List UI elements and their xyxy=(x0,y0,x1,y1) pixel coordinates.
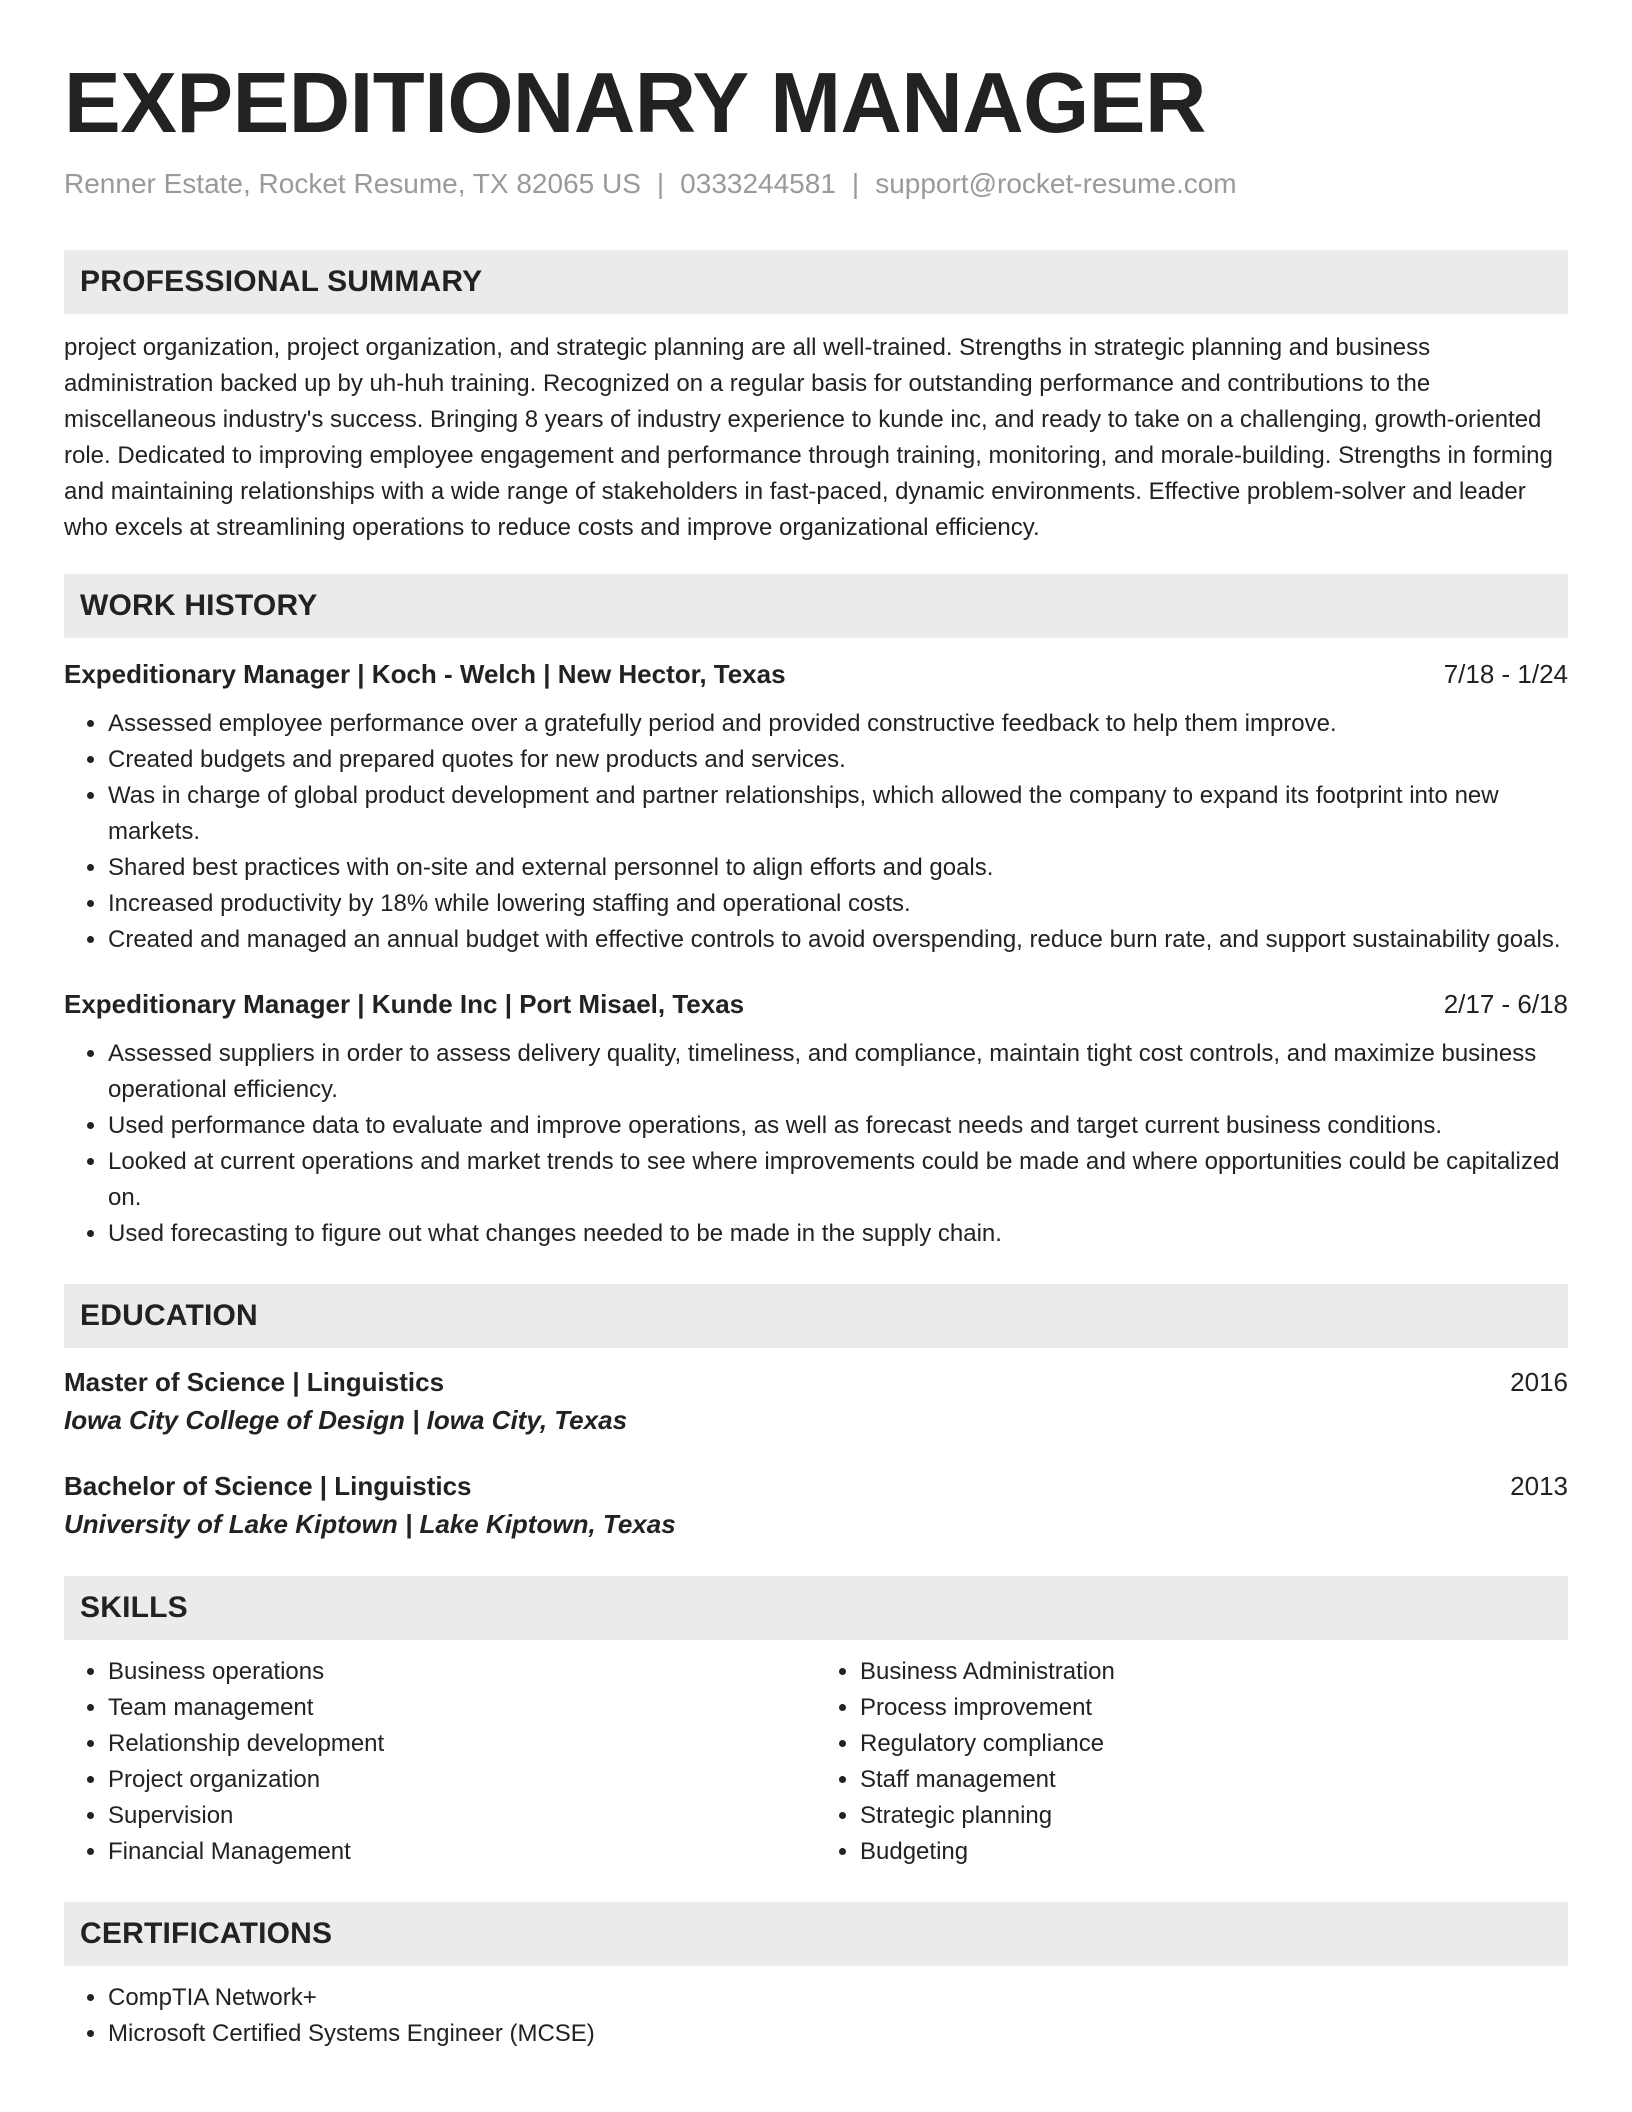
job-dates: 2/17 - 6/18 xyxy=(1443,989,1568,1019)
job-entry xyxy=(64,656,1568,958)
skill-item: • Business operations xyxy=(108,1654,816,1690)
degree: Master of Science | Linguistics xyxy=(64,1367,445,1397)
degree: Bachelor of Science | Linguistics xyxy=(64,1471,472,1501)
section-header-skills xyxy=(64,1576,1568,1640)
certifications-list xyxy=(64,1980,1568,2052)
graduation-year: 2013 xyxy=(1510,1471,1568,1501)
education-entry xyxy=(64,1468,1568,1544)
section-header-summary xyxy=(64,250,1568,314)
skill-item: • Regulatory compliance xyxy=(860,1726,1568,1762)
section-header-certifications xyxy=(64,1902,1568,1966)
skills-list xyxy=(64,1654,1568,1870)
certification-item: • CompTIA Network+ xyxy=(108,1980,1568,2016)
job-entry xyxy=(64,986,1568,1252)
job-header xyxy=(64,986,1568,1022)
school: University of Lake Kiptown | Lake Kiptown, Texas xyxy=(64,1509,676,1539)
skill-item: • Strategic planning xyxy=(860,1798,1568,1834)
job-bullet: • Increased productivity by 18% while lowering staffing and operational costs. xyxy=(108,886,1568,922)
job-title: Expeditionary Manager | Koch - Welch | New Hector, Texas xyxy=(64,659,786,689)
job-dates: 7/18 - 1/24 xyxy=(1443,659,1568,689)
education-header xyxy=(64,1468,1568,1504)
job-bullet: • Assessed employee performance over a gratefully period and provided constructive feedback to help them improve. xyxy=(108,706,1568,742)
job-bullet: • Assessed suppliers in order to assess delivery quality, timeliness, and compliance, maintain tight cost controls, and maximize business operational efficiency. xyxy=(108,1036,1568,1108)
contact-address: Renner Estate, Rocket Resume, TX 82065 US xyxy=(64,168,641,199)
job-bullet: • Created and managed an annual budget with effective controls to avoid overspending, reduce burn rate, and support sustainability goals. xyxy=(108,922,1568,958)
section-title: WORK HISTORY xyxy=(80,589,318,622)
skill-item: • Project organization xyxy=(108,1762,816,1798)
job-header xyxy=(64,656,1568,692)
education-header xyxy=(64,1364,1568,1400)
skill-item: • Staff management xyxy=(860,1762,1568,1798)
contact-separator: | xyxy=(851,168,860,199)
section-title: PROFESSIONAL SUMMARY xyxy=(80,265,483,298)
job-bullet: • Looked at current operations and market trends to see where improvements could be made and where opportunities could be capitalized on. xyxy=(108,1144,1568,1216)
job-bullet: • Shared best practices with on-site and external personnel to align efforts and goals. xyxy=(108,850,1568,886)
certification-item: • Microsoft Certified Systems Engineer (MCSE) xyxy=(108,2016,1568,2052)
skill-item: • Business Administration xyxy=(860,1654,1568,1690)
skill-item: • Relationship development xyxy=(108,1726,816,1762)
skill-item: • Budgeting xyxy=(860,1834,1568,1870)
candidate-name: EXPEDITIONARY MANAGER xyxy=(64,56,1206,151)
job-bullet: • Used performance data to evaluate and improve operations, as well as forecast needs and target current business conditions. xyxy=(108,1108,1568,1144)
job-bullet: • Created budgets and prepared quotes for new products and services. xyxy=(108,742,1568,778)
job-bullet: • Was in charge of global product development and partner relationships, which allowed the company to expand its footprint into new markets. xyxy=(108,778,1568,850)
contact-line xyxy=(64,166,1568,202)
skill-item: • Team management xyxy=(108,1690,816,1726)
skill-item: • Financial Management xyxy=(108,1834,816,1870)
contact-phone: 0333244581 xyxy=(680,168,836,199)
graduation-year: 2016 xyxy=(1510,1367,1568,1397)
job-title: Expeditionary Manager | Kunde Inc | Port Misael, Texas xyxy=(64,989,745,1019)
section-title: EDUCATION xyxy=(80,1299,258,1332)
job-bullets xyxy=(64,706,1568,958)
job-bullets xyxy=(64,1036,1568,1252)
skill-item: • Supervision xyxy=(108,1798,816,1834)
job-bullet: • Used forecasting to figure out what changes needed to be made in the supply chain. xyxy=(108,1216,1568,1252)
section-header-work-history xyxy=(64,574,1568,638)
summary-text: project organization, project organization, and strategic planning are all well-trained. Strengths in strategic planning and business administration backed up by uh-huh training. Recognized on a regular basis for outstanding performance and contributions to the miscellaneous industry's success. Bringing 8 years of industry experience to kunde inc, and ready to take on a challenging, growth-oriented role. Dedicated to improving employee engagement and performance through training, monitoring, and morale-building. Strengths in forming and maintaining relationships with a wide range of stakeholders in fast-paced, dynamic environments. Effective problem-solver and leader who excels at streamlining operations to reduce costs and improve organizational efficiency. xyxy=(64,334,1553,541)
section-header-education xyxy=(64,1284,1568,1348)
education-entry xyxy=(64,1364,1568,1440)
skills-column-left xyxy=(64,1654,816,1870)
skill-item: • Process improvement xyxy=(860,1690,1568,1726)
section-title: SKILLS xyxy=(80,1591,188,1624)
contact-separator: | xyxy=(656,168,665,199)
school: Iowa City College of Design | Iowa City, Texas xyxy=(64,1405,628,1435)
skills-column-right xyxy=(816,1654,1568,1870)
section-title: CERTIFICATIONS xyxy=(80,1917,333,1950)
contact-email: support@rocket-resume.com xyxy=(875,168,1237,199)
